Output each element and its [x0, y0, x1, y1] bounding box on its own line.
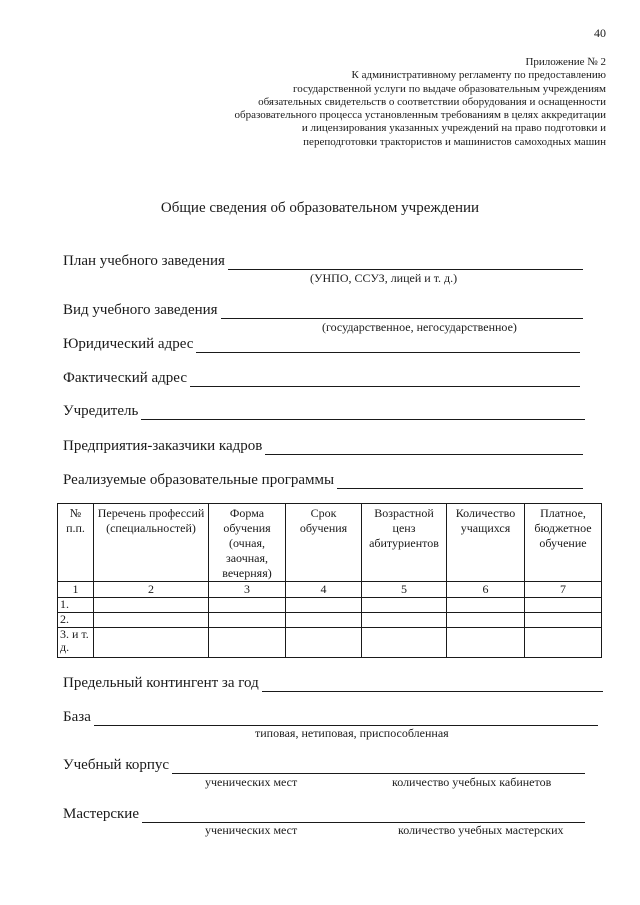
base-label: База — [63, 709, 91, 725]
table-cell[interactable] — [286, 613, 362, 628]
number-cell: 7 — [525, 582, 602, 598]
number-cell: 2 — [94, 582, 209, 598]
table-row — [58, 628, 602, 658]
table-cell[interactable] — [362, 598, 447, 613]
table-cell[interactable] — [447, 598, 525, 613]
building-line[interactable] — [172, 758, 585, 774]
plan-field — [63, 253, 583, 270]
table-cell[interactable] — [94, 613, 209, 628]
type-line[interactable] — [221, 303, 583, 319]
header-cell: Срок обучения — [286, 504, 362, 582]
actual-address-field — [63, 370, 580, 387]
header-cell: Перечень профессий (специальностей) — [94, 504, 209, 582]
legal-address-label: Юридический адрес — [63, 336, 194, 352]
building-field — [63, 757, 585, 774]
number-cell: 5 — [362, 582, 447, 598]
header-line: и лицензирования указанных учреждений на право подготовки и — [301, 122, 606, 135]
table-row — [58, 598, 602, 613]
table-cell[interactable] — [447, 628, 525, 658]
row-label: 3. и т. д. — [58, 628, 94, 658]
header-line: обязательных свидетельств о соответствии оборудования и оснащенности — [258, 95, 606, 108]
table-cell[interactable] — [362, 628, 447, 658]
workshops-line[interactable] — [142, 807, 585, 823]
base-hint: типовая, нетиповая, приспособленная — [255, 726, 449, 740]
document-title: Общие сведения об образовательном учреждении — [160, 200, 480, 216]
workshops-hint-left: ученических мест — [205, 823, 298, 837]
row-label: 1. — [58, 598, 94, 613]
table-cell[interactable] — [209, 628, 286, 658]
contingent-line[interactable] — [262, 676, 603, 692]
page-number: 40 — [594, 26, 606, 40]
workshops-label: Мастерские — [63, 806, 139, 822]
programs-line[interactable] — [337, 473, 583, 489]
table-number-row — [58, 582, 602, 598]
header-line: Приложение № 2 — [525, 56, 606, 68]
number-cell: 4 — [286, 582, 362, 598]
building-hint-right: количество учебных кабинетов — [392, 775, 552, 789]
clients-line[interactable] — [265, 439, 583, 455]
clients-label: Предприятия-заказчики кадров — [63, 438, 263, 454]
table-cell[interactable] — [286, 628, 362, 658]
header-line: К административному регламенту по предоставлению — [351, 69, 606, 82]
row-label: 2. — [58, 613, 94, 628]
contingent-label: Предельный контингент за год — [63, 675, 259, 691]
actual-address-line[interactable] — [190, 371, 580, 387]
legal-address-line[interactable] — [196, 337, 580, 353]
programs-field — [63, 472, 583, 489]
workshops-field — [63, 806, 585, 823]
table-row — [58, 613, 602, 628]
base-line[interactable] — [94, 710, 598, 726]
type-label: Вид учебного заведения — [63, 302, 218, 318]
clients-field — [63, 438, 583, 455]
table-cell[interactable] — [362, 613, 447, 628]
founder-label: Учредитель — [63, 403, 139, 419]
appendix-header — [176, 56, 606, 149]
plan-hint: (УНПО, ССУЗ, лицей и т. д.) — [310, 271, 458, 285]
number-cell: 1 — [58, 582, 94, 598]
header-cell: Форма обучения (очная, заочная, вечерняя) — [209, 504, 286, 582]
table-cell[interactable] — [525, 613, 602, 628]
table-cell[interactable] — [209, 613, 286, 628]
table-cell[interactable] — [447, 613, 525, 628]
plan-label: План учебного заведения — [63, 253, 225, 269]
legal-address-field — [63, 336, 580, 353]
number-cell: 6 — [447, 582, 525, 598]
table-header-row — [58, 504, 602, 582]
header-cell: № п.п. — [58, 504, 94, 582]
plan-line[interactable] — [228, 254, 583, 270]
table-cell[interactable] — [286, 598, 362, 613]
header-cell: Платное, бюджетное обучение — [525, 504, 602, 582]
header-line: государственной услуги по выдаче образовательным учреждениям — [293, 82, 606, 95]
table-cell[interactable] — [94, 598, 209, 613]
table-cell[interactable] — [525, 598, 602, 613]
founder-line[interactable] — [141, 404, 585, 420]
actual-address-label: Фактический адрес — [63, 370, 187, 386]
header-cell: Количество учащихся — [447, 504, 525, 582]
workshops-hint-right: количество учебных мастерских — [398, 823, 564, 837]
table-cell[interactable] — [525, 628, 602, 658]
founder-field — [63, 403, 585, 420]
header-line: образовательного процесса установленным требованиям в целях аккредитации — [234, 109, 606, 122]
header-cell: Возрастной ценз абитуриентов — [362, 504, 447, 582]
base-field — [63, 709, 598, 726]
building-hint-left: ученических мест — [205, 775, 298, 789]
programs-label: Реализуемые образовательные программы — [63, 472, 335, 488]
header-line: переподготовки трактористов и машинистов самоходных машин — [303, 135, 606, 148]
type-hint: (государственное, негосударственное) — [322, 320, 517, 334]
number-cell: 3 — [209, 582, 286, 598]
table-cell[interactable] — [94, 628, 209, 658]
building-label: Учебный корпус — [63, 757, 170, 773]
type-field — [63, 302, 583, 319]
programs-table — [57, 503, 602, 658]
table-cell[interactable] — [209, 598, 286, 613]
contingent-field — [63, 675, 603, 692]
